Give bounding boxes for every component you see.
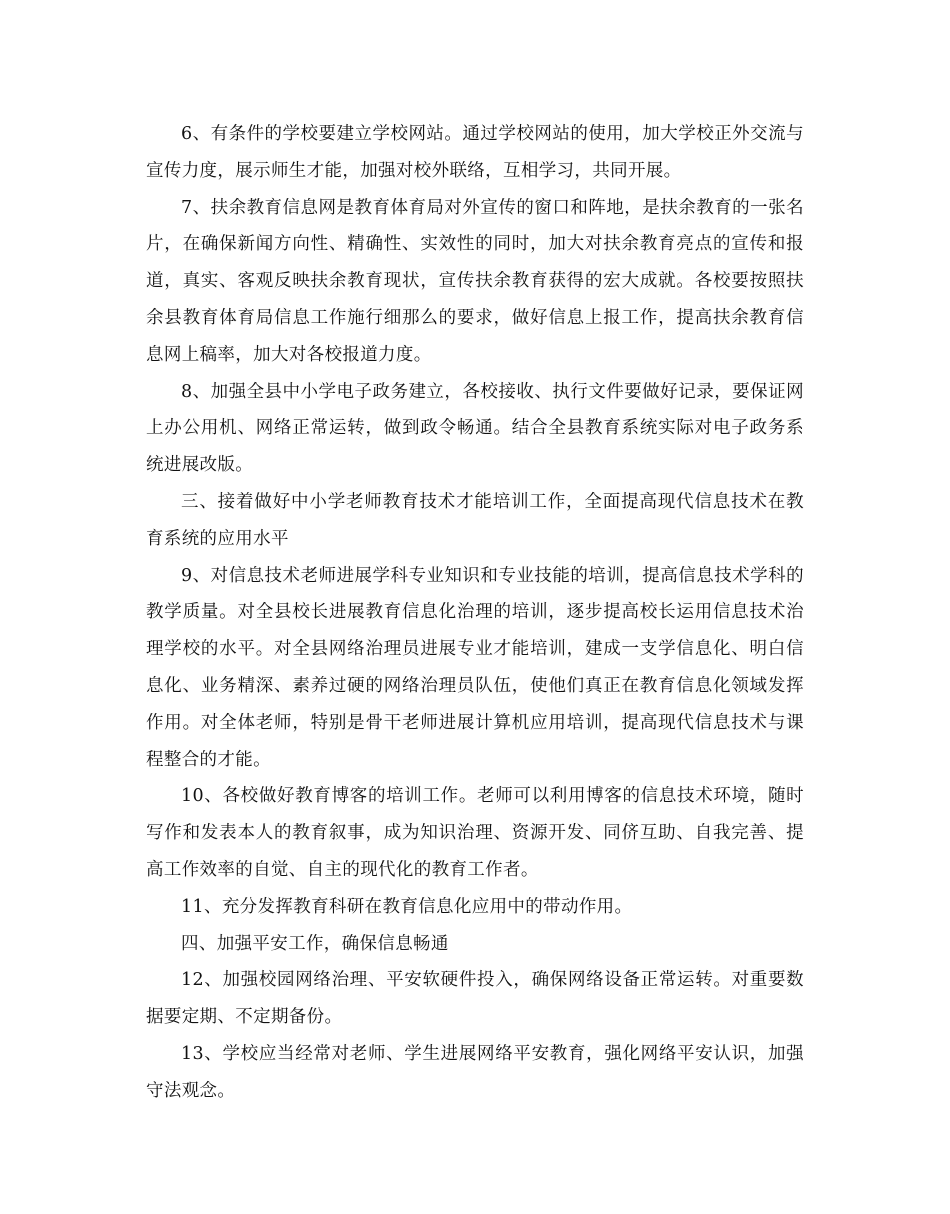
paragraph-item-10: 10、各校做好教育博客的培训工作。老师可以利用博客的信息技术环境，随时写作和发表本人的教育叙事，成为知识治理、资源开发、同侪互助、自我完善、提高工作效率的自觉、自主的现代化的教育工作者。 — [146, 786, 804, 880]
section-heading-3: 三、接着做好中小学老师教育技术才能培训工作，全面提高现代信息技术在教育系统的应用水平 — [146, 491, 804, 549]
paragraph-item-11: 11、充分发挥教育科研在教育信息化应用中的带动作用。 — [181, 896, 633, 917]
paragraph-item-13: 13、学校应当经常对老师、学生进展网络平安教育，强化网络平安认识，加强守法观念。 — [146, 1043, 804, 1101]
paragraph-item-9: 9、对信息技术老师进展学科专业知识和专业技能的培训，提高信息技术学科的教学质量。对全县校长进展教育信息化治理的培训，逐步提高校长运用信息技术治理学校的水平。对全县网络治理员进展专业才能培训，建成一支学信息化、明白信息化、业务精深、素养过硬的网络治理员队伍，使他们真正在教育信息化领域发挥作用。对全体老师，特别是骨干老师进展计算机应用培训，提高现代信息技术与课程整合的才能。 — [146, 565, 804, 770]
paragraph-item-8: 8、加强全县中小学电子政务建立，各校接收、执行文件要做好记录，要保证网上办公用机、网络正常运转，做到政令畅通。结合全县教育系统实际对电子政务系统进展改版。 — [146, 381, 804, 476]
paragraph-item-7: 7、扶余教育信息网是教育体育局对外宣传的窗口和阵地，是扶余教育的一张名片，在确保新闻方向性、精确性、实效性的同时，加大对扶余教育亮点的宣传和报道，真实、客观反映扶余教育现状，宣传扶余教育获得的宏大成就。各校要按照扶余县教育体育局信息工作施行细那么的要求，做好信息上报工作，提高扶余教育信息网上稿率，加大对各校报道力度。 — [146, 197, 804, 365]
document-body — [146, 116, 804, 1110]
paragraph-item-12: 12、加强校园网络治理、平安软硬件投入，确保网络设备正常运转。对重要数据要定期、不定期备份。 — [146, 970, 804, 1028]
section-heading-4: 四、加强平安工作，确保信息畅通 — [181, 933, 449, 954]
paragraph-item-6: 6、有条件的学校要建立学校网站。通过学校网站的使用，加大学校正外交流与宣传力度，展示师生才能，加强对校外联络，互相学习，共同开展。 — [146, 124, 804, 181]
